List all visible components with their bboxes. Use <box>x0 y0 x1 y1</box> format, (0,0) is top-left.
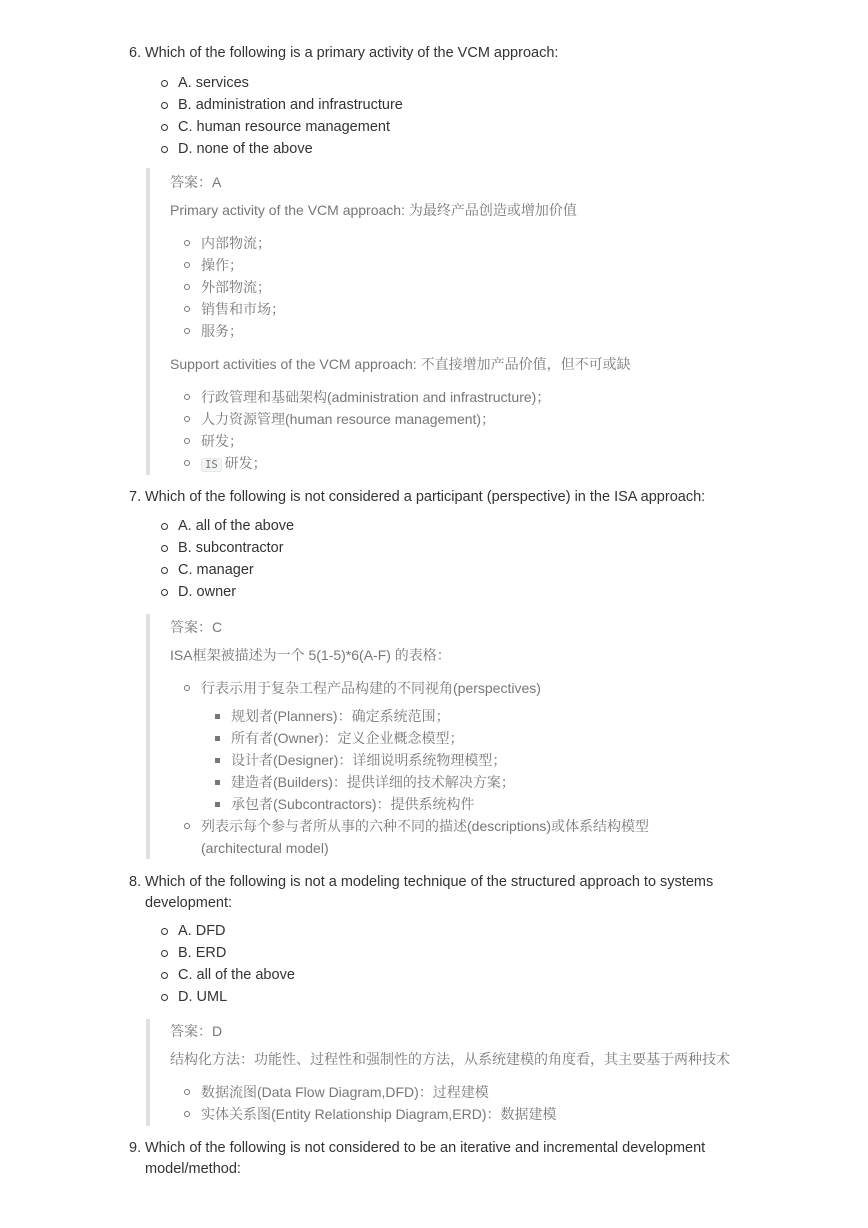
answer-label: 答案：A <box>170 174 222 190</box>
question-number: 6. <box>129 45 142 61</box>
notes-heading: 结构化方法：功能性、过程性和强制性的方法，从系统建模的角度看，其主要基于两种技术 <box>170 1051 730 1067</box>
answer-block-7 <box>146 614 746 859</box>
question-text-block <box>145 872 745 914</box>
rows-list <box>181 677 541 699</box>
option-d: D. none of the above <box>160 138 403 160</box>
question-8 <box>129 872 749 911</box>
inline-code: IS <box>201 458 222 472</box>
list-item: 实体关系图(Entity Relationship Diagram,ERD)：数据建模 <box>181 1103 557 1125</box>
question-text-block <box>145 1138 745 1180</box>
list-item-line-2: (architectural model) <box>201 840 329 856</box>
primary-items <box>181 232 285 342</box>
question-number: 9. <box>129 1140 142 1156</box>
list-item <box>181 815 649 859</box>
question-text: Which of the following is not considered a participant (perspective) in the ISA approach: <box>145 489 706 505</box>
list-item: 行表示用于复杂工程产品构建的不同视角(perspectives) <box>181 677 541 699</box>
options-list <box>160 920 295 1008</box>
techniques-list <box>181 1081 557 1125</box>
list-item: 人力资源管理(human resource management)； <box>181 408 550 430</box>
question-text-line-1: Which of the following is not considered to be an iterative and incremental development <box>145 1140 706 1156</box>
list-item: 内部物流； <box>181 232 285 254</box>
list-item: 操作； <box>181 254 285 276</box>
list-item: 服务； <box>181 320 285 342</box>
list-item: 规划者(Planners)：确定系统范围； <box>214 705 515 727</box>
columns-list <box>181 815 649 859</box>
list-item: 所有者(Owner)：定义企业概念模型； <box>214 727 515 749</box>
option-c: C. manager <box>160 559 294 581</box>
option-c: C. all of the above <box>160 964 295 986</box>
list-item: 设计者(Designer)：详细说明系统物理模型； <box>214 749 515 771</box>
perspectives-list <box>214 705 515 815</box>
list-item: 销售和市场； <box>181 298 285 320</box>
list-item-text: 研发； <box>224 455 267 471</box>
options-list <box>160 72 403 160</box>
list-item: 建造者(Builders)：提供详细的技术解决方案； <box>214 771 515 793</box>
list-item: 承包者(Subcontractors)：提供系统构件 <box>214 793 515 815</box>
options-list <box>160 515 294 603</box>
answer-block-8 <box>146 1019 746 1126</box>
list-item: 数据流图(Data Flow Diagram,DFD)：过程建模 <box>181 1081 557 1103</box>
option-d: D. owner <box>160 581 294 603</box>
option-a: A. services <box>160 72 403 94</box>
primary-heading: Primary activity of the VCM approach: 为最终产品创造或增加价值 <box>170 202 577 218</box>
notes-heading: ISA框架被描述为一个 5(1-5)*6(A-F) 的表格： <box>170 647 451 663</box>
question-text: Which of the following is a primary activity of the VCM approach: <box>145 45 559 61</box>
question-7 <box>129 487 749 508</box>
answer-block-6 <box>146 168 746 475</box>
question-text-line-2: model/method: <box>145 1161 241 1177</box>
option-b: B. subcontractor <box>160 537 294 559</box>
answer-label: 答案：C <box>170 619 223 635</box>
list-item <box>181 452 550 474</box>
option-c: C. human resource management <box>160 116 403 138</box>
support-heading: Support activities of the VCM approach: 不直接增加产品价值，但不可或缺 <box>170 356 631 372</box>
support-items <box>181 386 550 474</box>
question-9 <box>129 1138 749 1177</box>
list-item: 外部物流； <box>181 276 285 298</box>
question-number: 7. <box>129 489 142 505</box>
option-a: A. DFD <box>160 920 295 942</box>
option-d: D. UML <box>160 986 295 1008</box>
answer-label: 答案：D <box>170 1023 223 1039</box>
option-b: B. ERD <box>160 942 295 964</box>
question-text-line-1: Which of the following is not a modeling technique of the structured approach to systems <box>145 874 714 890</box>
question-text-line-2: development: <box>145 895 233 911</box>
question-6 <box>129 43 749 64</box>
list-item: 行政管理和基础架构(administration and infrastructure)； <box>181 386 550 408</box>
question-number: 8. <box>129 874 142 890</box>
list-item-line-1: 列表示每个参与者所从事的六种不同的描述(descriptions)或体系结构模型 <box>201 818 650 834</box>
option-a: A. all of the above <box>160 515 294 537</box>
option-b: B. administration and infrastructure <box>160 94 403 116</box>
list-item: 研发； <box>181 430 550 452</box>
